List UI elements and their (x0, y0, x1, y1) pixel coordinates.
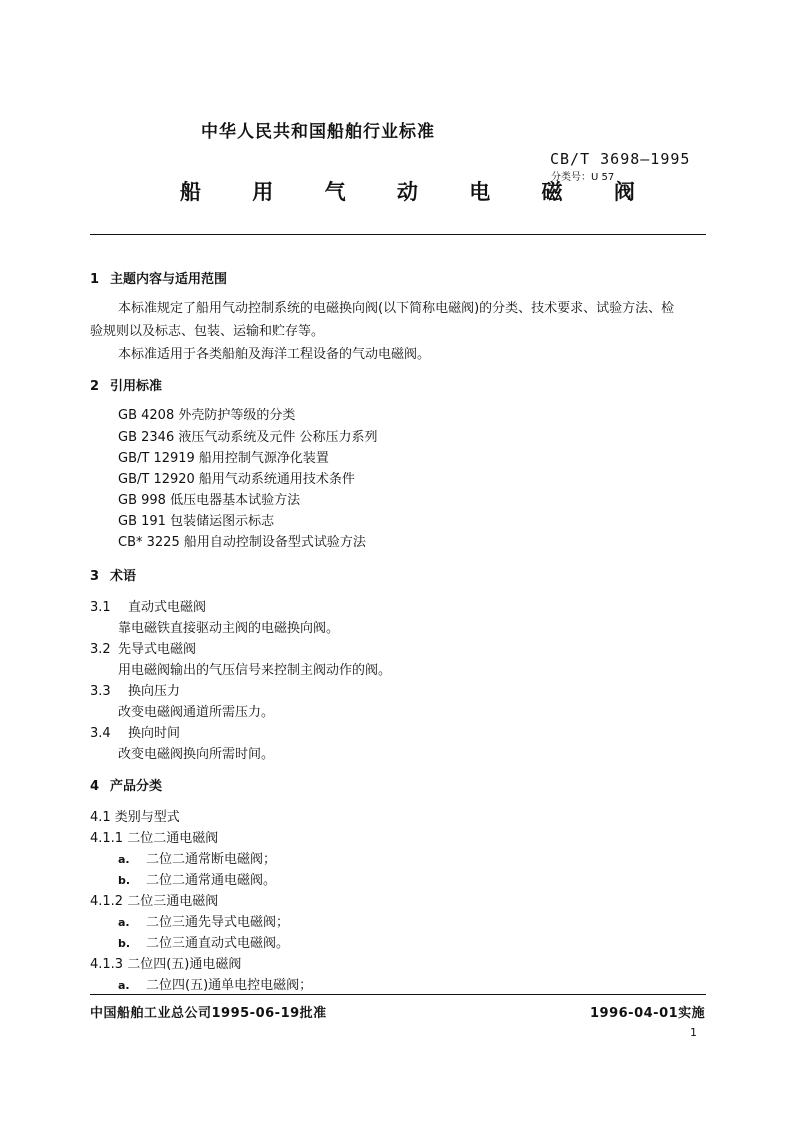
reference-item: GB 191 包装储运图示标志 (118, 514, 275, 529)
document-title: 船 用 气 动 电 磁 阀 (180, 180, 657, 204)
issuing-authority: 中华人民共和国船舶行业标准 (201, 122, 435, 142)
list-item (118, 932, 289, 951)
list-item-text: 二位三通直动式电磁阀。 (146, 936, 290, 951)
list-item-text: 二位三通先导式电磁阀； (146, 915, 290, 930)
section-1-paragraph-2: 本标准适用于各类船舶及海洋工程设备的气动电磁阀。 (118, 347, 431, 362)
reference-item: GB/T 12920 船用气动系统通用技术条件 (118, 472, 355, 487)
list-item-letter: b. (118, 937, 131, 950)
section-number: 4 (90, 779, 100, 794)
list-item (118, 848, 276, 867)
term-number: 3.2 (90, 642, 111, 657)
term-definition: 靠电磁铁直接驱动主阀的电磁换向阀。 (118, 621, 340, 636)
standard-number: CB/T 3698—1995 (550, 150, 691, 168)
header-divider (90, 234, 706, 235)
list-item-letter: a. (118, 979, 130, 992)
list-item-letter: a. (118, 853, 130, 866)
implementation-date: 1996-04-01实施 (590, 1006, 706, 1021)
reference-item: GB/T 12919 船用控制气源净化装置 (118, 451, 329, 466)
reference-item: CB* 3225 船用自动控制设备型式试验方法 (118, 535, 366, 550)
section-1-paragraph-1-line-1: 本标准规定了船用气动控制系统的电磁换向阀(以下简称电磁阀)的分类、技术要求、试验方法、检 (118, 301, 675, 316)
term-number: 3.1 (90, 600, 111, 615)
term-number: 3.4 (90, 726, 111, 741)
section-number: 1 (90, 272, 100, 287)
list-item-letter: a. (118, 916, 130, 929)
reference-item: GB 2346 液压气动系统及元件 公称压力系列 (118, 430, 378, 445)
subsection-4-1-3: 4.1.3 二位四(五)通电磁阀 (90, 957, 242, 972)
section-4-heading (90, 775, 162, 794)
list-item (118, 869, 276, 888)
term-definition: 改变电磁阀换向所需时间。 (118, 747, 275, 762)
term-definition: 改变电磁阀通道所需压力。 (118, 705, 275, 720)
subsection-4-1-1: 4.1.1 二位二通电磁阀 (90, 831, 219, 846)
section-number: 2 (90, 379, 100, 394)
reference-item: GB 998 低压电器基本试验方法 (118, 493, 301, 508)
page-number: 1 (690, 1026, 697, 1039)
section-title: 产品分类 (110, 779, 163, 794)
list-item-text: 二位四(五)通单电控电磁阀； (146, 978, 313, 993)
term-heading (90, 680, 180, 699)
term-name: 换向压力 (128, 684, 181, 699)
term-heading (90, 596, 206, 615)
section-title: 术语 (110, 569, 137, 584)
term-definition: 用电磁阀输出的气压信号来控制主阀动作的阀。 (118, 663, 392, 678)
reference-item: GB 4208 外壳防护等级的分类 (118, 408, 296, 423)
section-1-paragraph-1-line-2: 验规则以及标志、包装、运输和贮存等。 (90, 324, 325, 339)
section-number: 3 (90, 569, 100, 584)
subsection-4-1: 4.1 类别与型式 (90, 810, 180, 825)
subsection-4-1-2: 4.1.2 二位三通电磁阀 (90, 894, 219, 909)
term-heading (90, 638, 196, 657)
term-name: 直动式电磁阀 (128, 600, 207, 615)
footer-divider (90, 994, 706, 995)
term-name: 先导式电磁阀 (118, 642, 197, 657)
term-heading (90, 722, 180, 741)
list-item-text: 二位二通常通电磁阀。 (146, 873, 277, 888)
list-item-letter: b. (118, 874, 131, 887)
list-item (118, 911, 289, 930)
term-name: 换向时间 (128, 726, 181, 741)
list-item (118, 974, 312, 993)
approval-date: 中国船舶工业总公司1995-06-19批准 (90, 1006, 327, 1021)
section-3-heading (90, 565, 136, 584)
section-1-heading (90, 268, 227, 287)
classification-number: 分类号：U 57 (551, 172, 615, 183)
list-item-text: 二位二通常断电磁阀； (146, 852, 277, 867)
section-title: 引用标准 (110, 379, 163, 394)
section-title: 主题内容与适用范围 (110, 272, 228, 287)
section-2-heading (90, 375, 162, 394)
term-number: 3.3 (90, 684, 111, 699)
